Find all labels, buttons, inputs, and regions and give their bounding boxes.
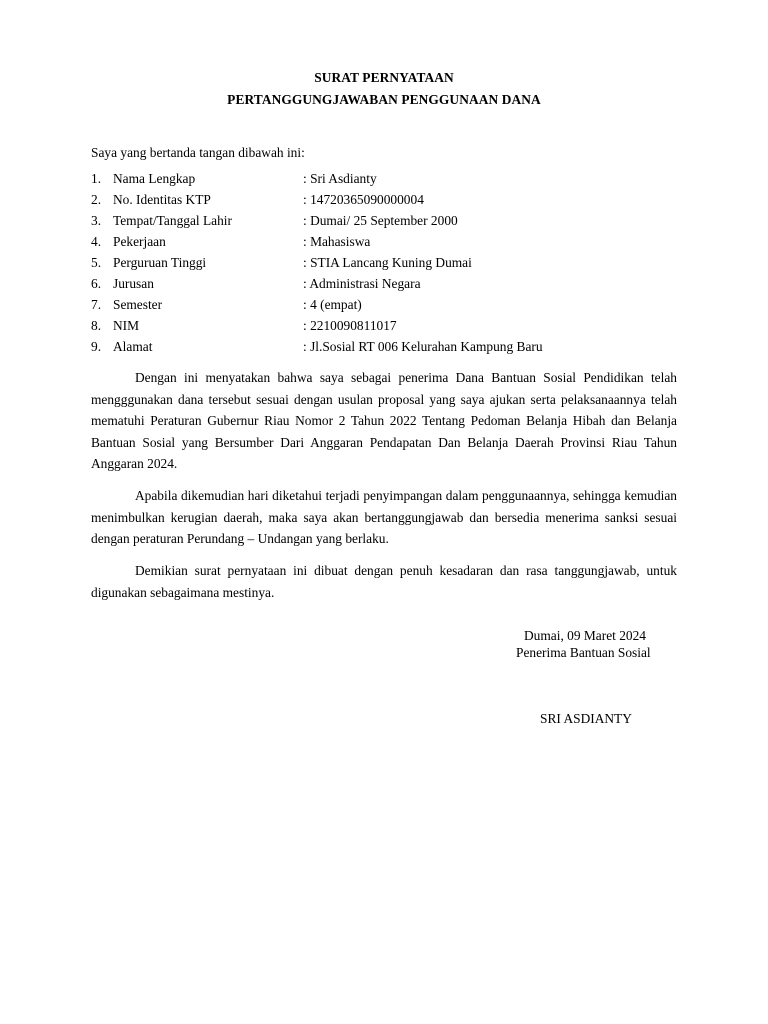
document-subtitle: PERTANGGUNGJAWABAN PENGGUNAAN DANA	[227, 92, 541, 107]
identity-row	[91, 317, 691, 338]
identity-row	[91, 170, 691, 191]
identity-row	[91, 233, 691, 254]
liability-text: Apabila dikemudian hari diketahui terjadi penyimpangan dalam penggunaannya, sehingga kemudian menimbulkan kerugian daerah, maka saya akan bertanggungjawab dan bersedia menerima sanksi sesuai dengan peraturan Perundang – Undangan yang berlaku.	[91, 488, 677, 546]
identity-number: 5.	[91, 255, 102, 270]
signer-role: Penerima Bantuan Sosial	[516, 645, 651, 660]
identity-label: Semester	[113, 297, 163, 312]
identity-value: : Administrasi Negara	[303, 276, 421, 291]
identity-label: Nama Lengkap	[113, 171, 196, 186]
identity-row	[91, 275, 691, 296]
identity-label: Tempat/Tanggal Lahir	[113, 213, 232, 228]
identity-number: 7.	[91, 297, 102, 312]
closing-text: Demikian surat pernyataan ini dibuat dengan penuh kesadaran dan rasa tanggungjawab, untuk digunakan sebagaimana mestinya.	[91, 563, 677, 600]
closing-paragraph	[91, 560, 677, 603]
identity-label: Jurusan	[113, 276, 154, 291]
identity-label: No. Identitas KTP	[113, 192, 211, 207]
identity-value: : 2210090811017	[303, 318, 397, 333]
identity-label: Perguruan Tinggi	[113, 255, 207, 270]
identity-row	[91, 254, 691, 275]
identity-value: : STIA Lancang Kuning Dumai	[303, 255, 472, 270]
signer-name: SRI ASDIANTY	[540, 711, 632, 726]
identity-value: : Jl.Sosial RT 006 Kelurahan Kampung Baru	[303, 339, 543, 354]
identity-value: : Mahasiswa	[303, 234, 371, 249]
document-title: SURAT PERNYATAAN	[314, 70, 454, 85]
liability-paragraph	[91, 485, 677, 550]
identity-number: 4.	[91, 234, 102, 249]
identity-value: : Dumai/ 25 September 2000	[303, 213, 458, 228]
identity-row	[91, 191, 691, 212]
place-date: Dumai, 09 Maret 2024	[524, 628, 646, 643]
identity-number: 9.	[91, 339, 102, 354]
identity-row	[91, 296, 691, 317]
statement-text: Dengan ini menyatakan bahwa saya sebagai penerima Dana Bantuan Sosial Pendidikan telah mengggunakan dana tersebut sesuai dengan usulan proposal yang saya ajukan serta pelaksanaannya telah mematuhi Peraturan Gubernur Riau Nomor 2 Tahun 2022 Tentang Pedoman Belanja Hibah dan Belanja Bantuan Sosial yang Bersumber Dari Anggaran Pendapatan Dan Belanja Daerah Provinsi Riau Tahun Anggaran 2024.	[91, 370, 677, 471]
identity-number: 8.	[91, 318, 102, 333]
intro-text: Saya yang bertanda tangan dibawah ini:	[91, 145, 305, 160]
identity-list	[91, 170, 691, 359]
identity-value: : Sri Asdianty	[303, 171, 377, 186]
identity-number: 2.	[91, 192, 102, 207]
identity-label: Pekerjaan	[113, 234, 166, 249]
identity-label: NIM	[113, 318, 140, 333]
identity-number: 1.	[91, 171, 102, 186]
identity-row	[91, 212, 691, 233]
identity-value: : 14720365090000004	[303, 192, 424, 207]
identity-row	[91, 338, 691, 359]
statement-paragraph	[91, 367, 677, 475]
identity-label: Alamat	[113, 339, 153, 354]
identity-number: 6.	[91, 276, 102, 291]
identity-number: 3.	[91, 213, 102, 228]
identity-value: : 4 (empat)	[303, 297, 362, 312]
